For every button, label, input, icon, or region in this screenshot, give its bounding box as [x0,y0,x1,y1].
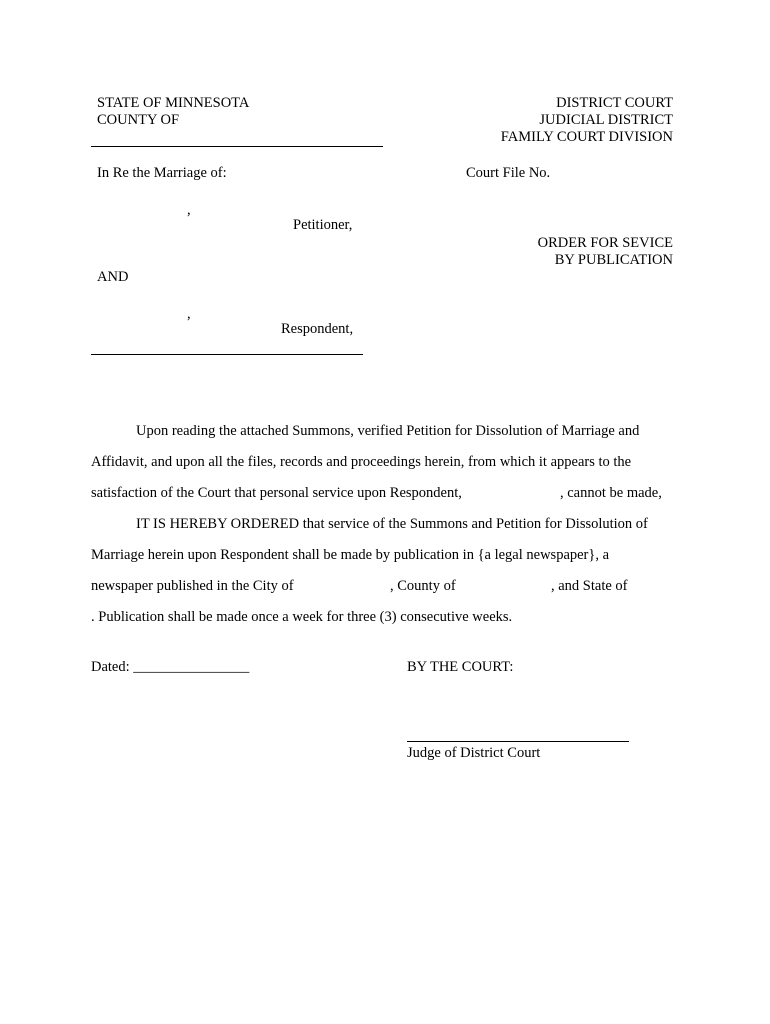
judicial-district: JUDICIAL DISTRICT [539,112,673,128]
court-division: FAMILY COURT DIVISION [500,129,673,145]
document-title-line1: ORDER FOR SEVICE [537,235,673,251]
in-re-marriage-label: In Re the Marriage of: [97,165,227,181]
caption-bottom-rule [91,354,363,355]
petitioner-name-comma: , [187,202,191,218]
judge-title: Judge of District Court [407,745,541,761]
dated-line: Dated: ________________ [91,659,250,675]
petitioner-label: Petitioner, [293,217,353,233]
body-line-1: Upon reading the attached Summons, verified Petition for Dissolution of Marriage and [136,423,640,439]
body-line-6a: newspaper published in the City of [91,578,294,594]
body-line-6c: , and State of [551,578,628,594]
by-the-court-label: BY THE COURT: [407,659,514,675]
and-separator: AND [97,269,129,285]
respondent-label: Respondent, [281,321,354,337]
respondent-name-comma: , [187,306,191,322]
body-line-3a: satisfaction of the Court that personal service upon Respondent, [91,485,462,501]
court-file-number-label: Court File No. [466,165,551,181]
judge-signature-line [407,741,629,742]
order-clause: IT IS HEREBY ORDERED that service of the Summons and Petition for Dissolution of [136,516,648,532]
state-name: STATE OF MINNESOTA [97,95,250,111]
body-line-5: Marriage herein upon Respondent shall be made by publication in {a legal newspaper}, a [91,547,610,563]
body-line-3b: , cannot be made, [560,485,662,501]
body-line-6b: , County of [390,578,456,594]
body-line-7: . Publication shall be made once a week for three (3) consecutive weeks. [91,609,513,625]
caption-left-rule [91,146,383,147]
county-label: COUNTY OF [97,112,180,128]
document-title-line2: BY PUBLICATION [554,252,673,268]
body-line-2: Affidavit, and upon all the files, records and proceedings herein, from which it appears to the [91,454,632,470]
court-name: DISTRICT COURT [556,95,673,111]
